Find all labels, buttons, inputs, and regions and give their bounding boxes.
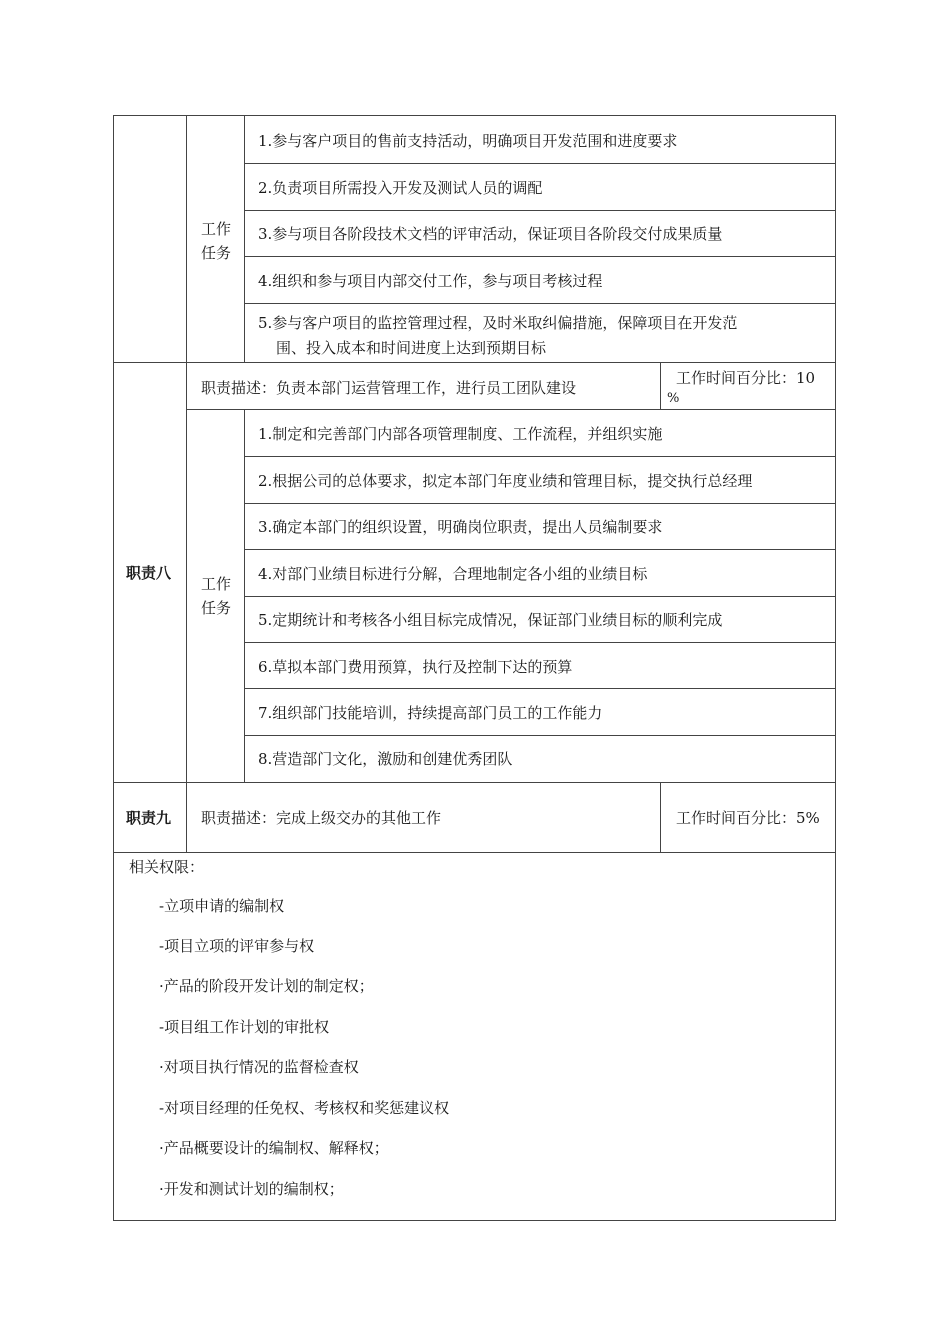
divider: [660, 362, 661, 409]
permission-item: -立项申请的编制权: [159, 897, 285, 915]
task-item: 1.参与客户项目的售前支持活动，明确项目开发范围和进度要求: [258, 132, 678, 150]
time-percentage: 工作时间百分比：10: [676, 369, 816, 387]
divider: [244, 642, 835, 643]
divider: [244, 596, 835, 597]
work-task-label: 工作 任务: [200, 220, 231, 262]
divider: [114, 362, 835, 363]
permission-item: -对项目经理的任免权、考核权和奖惩建议权: [159, 1099, 450, 1117]
permission-item: -项目立项的评审参与权: [159, 937, 315, 955]
divider: [114, 852, 835, 853]
responsibility-table: [113, 115, 836, 1221]
duty-nine-label: 职责九: [126, 809, 172, 827]
divider: [186, 362, 187, 782]
task-item: 2.根据公司的总体要求，拟定本部门年度业绩和管理目标，提交执行总经理: [258, 472, 753, 490]
permission-item: ·产品的阶段开发计划的制定权；: [159, 977, 374, 995]
work-task-label: 工作 任务: [200, 575, 231, 617]
duty-description: 职责描述：负责本部门运营管理工作，进行员工团队建设: [201, 379, 577, 397]
divider: [244, 256, 835, 257]
divider: [114, 782, 835, 783]
task-item: 1.制定和完善部门内部各项管理制度、工作流程，并组织实施: [258, 425, 663, 443]
duty-description: 职责描述：完成上级交办的其他工作: [201, 809, 442, 827]
divider: [244, 303, 835, 304]
task-item: 7.组织部门技能培训，持续提高部门员工的工作能力: [258, 704, 603, 722]
task-item-continuation: 围、投入成本和时间进度上达到预期目标: [276, 339, 547, 357]
divider: [244, 116, 245, 362]
divider: [186, 782, 187, 852]
task-item: 4.对部门业绩目标进行分解，合理地制定各小组的业绩目标: [258, 565, 648, 583]
divider: [244, 688, 835, 689]
duty-eight-label: 职责八: [126, 564, 172, 582]
permission-item: ·开发和测试计划的编制权；: [159, 1180, 344, 1198]
divider: [244, 549, 835, 550]
time-percentage: 工作时间百分比：5%: [676, 809, 820, 827]
permission-item: ·对项目执行情况的监督检查权: [159, 1058, 359, 1076]
divider: [186, 116, 187, 362]
divider: [244, 735, 835, 736]
task-item: 4.组织和参与项目内部交付工作，参与项目考核过程: [258, 272, 603, 290]
permission-item: -项目组工作计划的审批权: [159, 1018, 330, 1036]
task-item: 3.参与项目各阶段技术文档的评审活动，保证项目各阶段交付成果质量: [258, 225, 723, 243]
divider: [244, 210, 835, 211]
task-item: 2.负责项目所需投入开发及测试人员的调配: [258, 179, 543, 197]
permission-item: ·产品概要设计的编制权、解释权；: [159, 1139, 389, 1157]
divider: [244, 503, 835, 504]
divider: [660, 782, 661, 852]
permissions-title: 相关权限：: [129, 858, 205, 876]
divider: [244, 456, 835, 457]
divider: [244, 163, 835, 164]
task-item: 3.确定本部门的组织设置，明确岗位职责，提出人员编制要求: [258, 518, 663, 536]
divider: [186, 409, 835, 410]
time-percentage-wrap: %: [667, 391, 680, 406]
task-item: 8.营造部门文化，激励和创建优秀团队: [258, 750, 513, 768]
task-item: 6.草拟本部门费用预算，执行及控制下达的预算: [258, 658, 573, 676]
task-item: 5.定期统计和考核各小组目标完成情况，保证部门业绩目标的顺利完成: [258, 611, 723, 629]
task-item: 5.参与客户项目的监控管理过程，及时米取纠偏措施，保障项目在开发范: [258, 314, 738, 332]
